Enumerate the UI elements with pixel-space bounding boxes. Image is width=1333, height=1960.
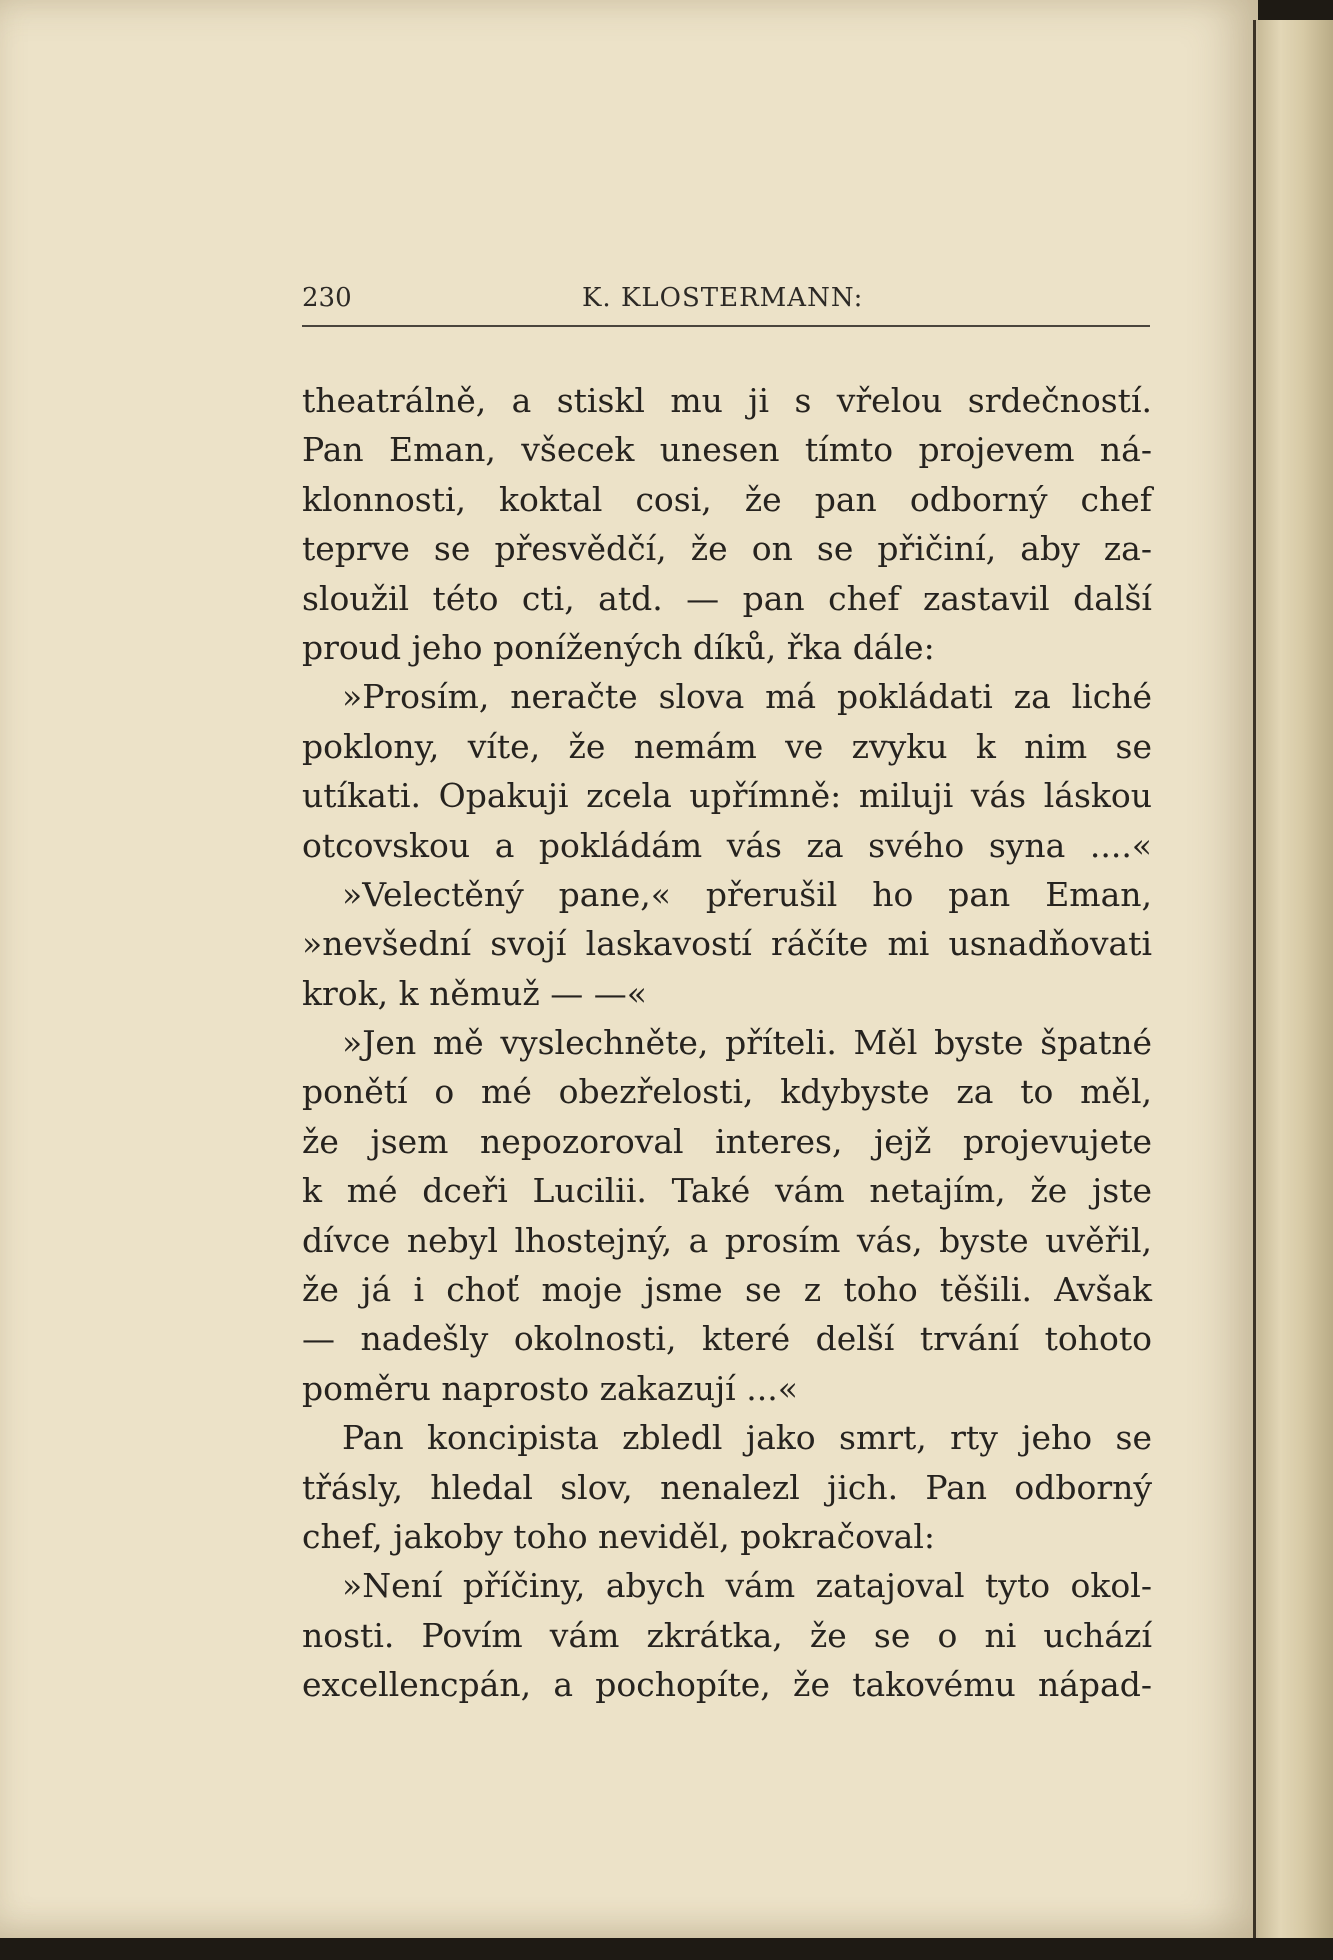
text-line: — nadešly okolnosti, které delší trvání tohoto — [302, 1319, 1152, 1359]
text-line: sloužil této cti, atd. — pan chef zastavil další — [302, 578, 1152, 618]
page-header — [302, 283, 1150, 323]
text-line: »Prosím, neračte slova má pokládati za liché — [342, 677, 1152, 717]
text-line: dívce nebyl lhostejný, a prosím vás, byste uvěřil, — [302, 1220, 1152, 1260]
text-line: klonnosti, koktal cosi, že pan odborný chef — [302, 479, 1152, 519]
text-line: »Velectěný pane,« přerušil ho pan Eman, — [342, 874, 1152, 914]
text-line: »nevšední svojí laskavostí ráčíte mi usnadňovati — [302, 924, 1152, 964]
text-line: chef, jakoby toho neviděl, pokračoval: — [302, 1516, 935, 1556]
page-edge — [1258, 20, 1333, 1938]
text-line: »Není příčiny, abych vám zatajoval tyto okol- — [342, 1566, 1152, 1606]
text-line: theatrálně, a stiskl mu ji s vřelou srdečností. — [302, 381, 1152, 420]
body-text — [302, 376, 1152, 1710]
text-line: krok, k němuž — —« — [302, 973, 647, 1013]
text-line: teprve se přesvědčí, že on se přičiní, aby za- — [302, 529, 1152, 569]
text-line: proud jeho ponížených díků, řka dále: — [302, 627, 935, 667]
text-line: excellencpán, a pochopíte, že takovému nápad- — [302, 1665, 1152, 1705]
text-line: poměru naprosto zakazují ...« — [302, 1368, 798, 1408]
page-number: 230 — [302, 283, 352, 313]
text-line: že já i choť moje jsme se z toho těšili. Avšak — [302, 1270, 1152, 1310]
text-line: nosti. Povím vám zkrátka, že se o ni uchází — [302, 1615, 1152, 1655]
text-line: že jsem nepozoroval interes, jejž projevujete — [302, 1121, 1152, 1161]
text-line: utíkati. Opakuji zcela upřímně: miluji vás láskou — [302, 776, 1152, 816]
binding-line — [1253, 20, 1256, 1938]
text-line: Pan koncipista zbledl jako smrt, rty jeho se — [342, 1418, 1152, 1458]
text-line: »Jen mě vyslechněte, příteli. Měl byste špatné — [342, 1023, 1152, 1063]
text-line: třásly, hledal slov, nenalezl jich. Pan odborný — [302, 1467, 1152, 1507]
header-rule — [302, 325, 1150, 327]
text-line: poklony, víte, že nemám ve zvyku k nim se — [302, 726, 1152, 766]
text-line: otcovskou a pokládám vás za svého syna ....« — [302, 825, 1152, 865]
running-title: K. KLOSTERMANN: — [582, 283, 864, 313]
text-line: Pan Eman, všecek unesen tímto projevem ná- — [302, 430, 1152, 470]
text-line: k mé dceři Lucilii. Také vám netajím, že jste — [302, 1171, 1152, 1211]
text-line: ponětí o mé obezřelosti, kdybyste za to měl, — [302, 1072, 1152, 1112]
